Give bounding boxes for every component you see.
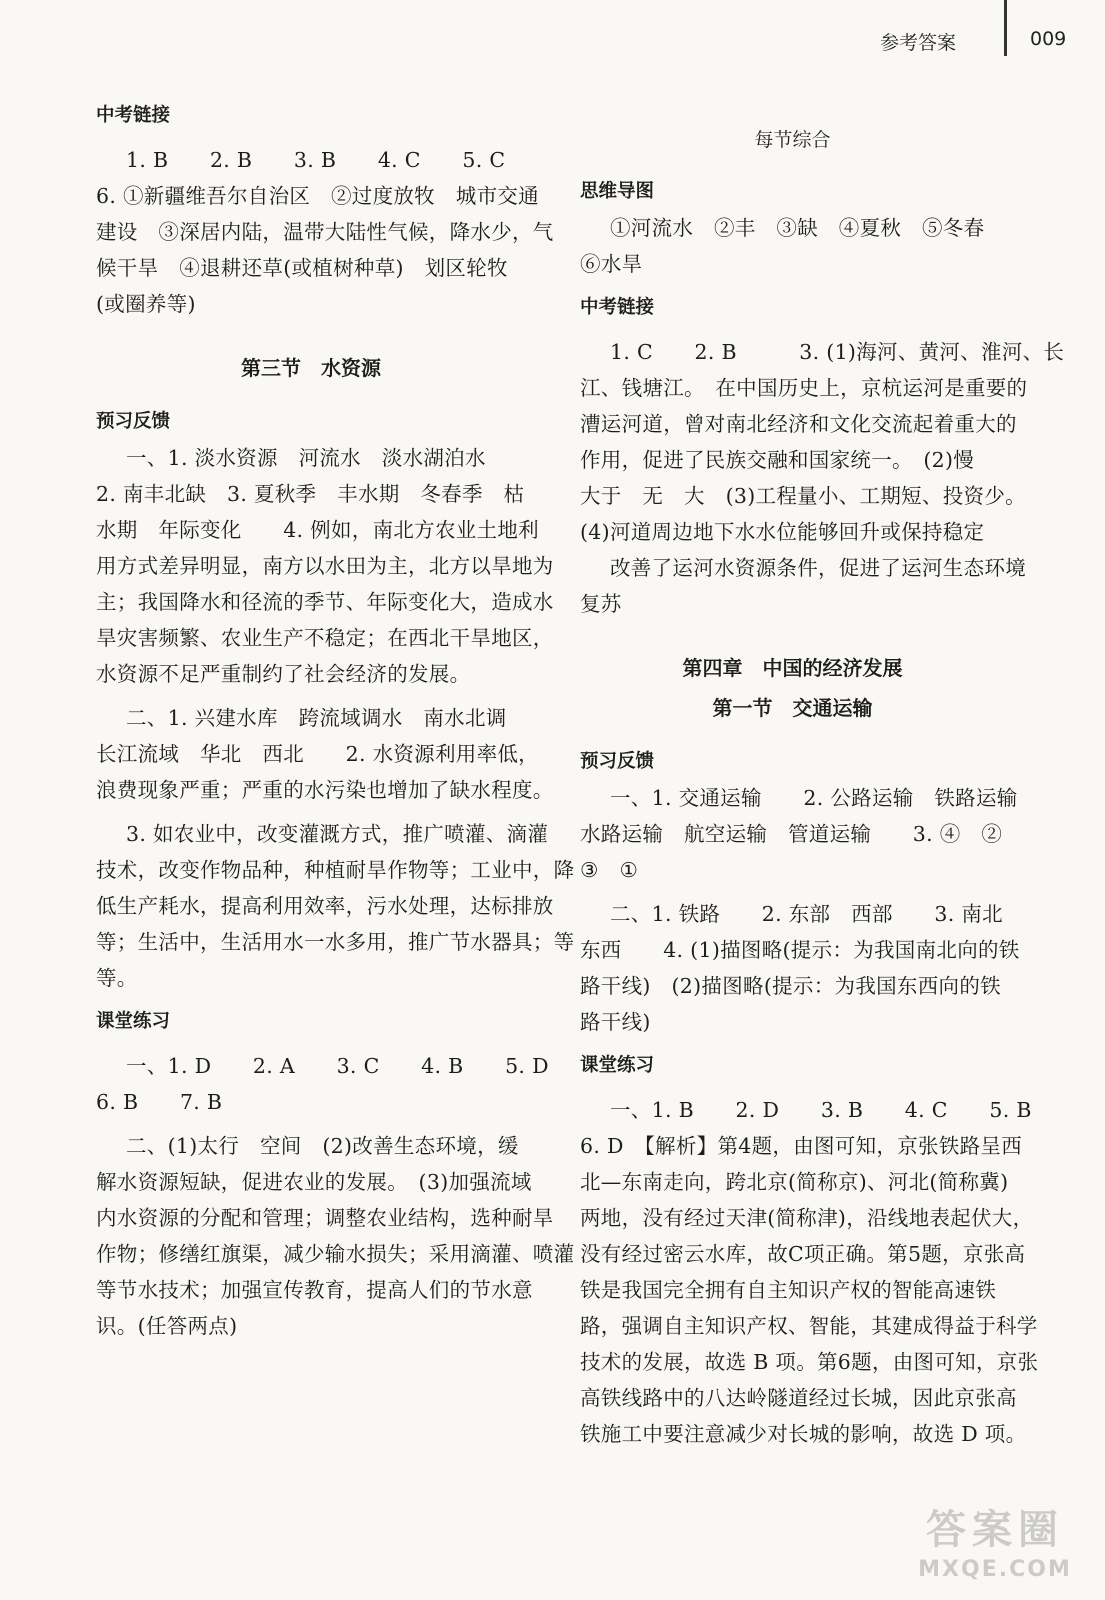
answer-line: 技术，改变作物品种，种植耐旱作物等；工业中，降 xyxy=(96,858,575,882)
answer-line: 6. ①新疆维吾尔自治区 ②过度放牧 城市交通 xyxy=(96,184,539,208)
header-divider xyxy=(1004,0,1007,56)
answer-line: 一、1. D 2. A 3. C 4. B 5. D xyxy=(126,1054,549,1078)
answer-line: 二、(1)太行 空间 (2)改善生态环境，缓 xyxy=(126,1134,519,1158)
answer-line: 候干旱 ④退耕还草(或植树种草) 划区轮牧 xyxy=(96,256,508,280)
answer-line: 技术的发展，故选 B 项。第6题，由图可知，京张 xyxy=(580,1350,1039,1374)
answer-line: (4)河道周边地下水水位能够回升或保持稳定 xyxy=(580,520,985,544)
answer-line: 长江流域 华北 西北 2. 水资源利用率低， xyxy=(96,742,539,766)
answer-line: 高铁线路中的八达岭隧道经过长城，因此京张高 xyxy=(580,1386,1017,1410)
answer-line: ③ ① xyxy=(580,858,639,882)
answer-line: 1. C 2. B 3. (1)海河、黄河、淮河、长 xyxy=(610,340,1065,364)
answer-line: 等；生活中，生活用水一水多用，推广节水器具；等 xyxy=(96,930,575,954)
zhongkao-label: 中考链接 xyxy=(96,105,171,126)
preview-label: 预习反馈 xyxy=(580,751,655,772)
answer-line: 识。(任答两点) xyxy=(96,1314,238,1338)
answer-line: 改善了运河水资源条件，促进了运河生态环境 xyxy=(610,556,1026,580)
answer-line: 2. 南丰北缺 3. 夏秋季 丰水期 冬春季 枯 xyxy=(96,482,525,506)
page-number: 009 xyxy=(1030,28,1067,50)
answer-line: 内水资源的分配和管理；调整农业结构，选种耐旱 xyxy=(96,1206,554,1230)
answer-line: 建设 ③深居内陆，温带大陆性气候，降水少，气 xyxy=(96,220,554,244)
answer-line: 没有经过密云水库，故C项正确。第5题，京张高 xyxy=(580,1242,1026,1266)
answer-line: 路，强调自主知识产权、智能，其建成得益于科学 xyxy=(580,1314,1038,1338)
answer-line: 水期 年际变化 4. 例如，南北方农业土地利 xyxy=(96,518,539,542)
answer-line: 一、1. 交通运输 2. 公路运输 铁路运输 xyxy=(610,786,1018,810)
answer-line: ⑥水旱 xyxy=(580,252,643,276)
answer-line: 1. B 2. B 3. B 4. C 5. C xyxy=(126,148,506,172)
answer-line: 东西 4. (1)描图略(提示：为我国南北向的铁 xyxy=(580,938,1020,962)
answer-line: 铁施工中要注意减少对长城的影响，故选 D 项。 xyxy=(580,1422,1027,1446)
answer-line: 旱灾害频繁、农业生产不稳定；在西北干旱地区， xyxy=(96,626,554,650)
answer-line: 3. 如农业中，改变灌溉方式，推广喷灌、滴灌 xyxy=(126,822,549,846)
summary-title: 每节综合 xyxy=(754,129,831,151)
answer-line: 一、1. B 2. D 3. B 4. C 5. B xyxy=(610,1098,1032,1122)
chapter-title: 第四章 中国的经济发展 xyxy=(682,656,903,680)
answer-line: 作物；修缮红旗渠，减少输水损失；采用滴灌、喷灌 xyxy=(96,1242,575,1266)
classwork-label: 课堂练习 xyxy=(580,1055,655,1076)
answer-line: 大于 无 大 (3)工程量小、工期短、投资少。 xyxy=(580,484,1026,508)
answer-line: 解水资源短缺，促进农业的发展。 (3)加强流域 xyxy=(96,1170,532,1194)
answer-line: 漕运河道，曾对南北经济和文化交流起着重大的 xyxy=(580,412,1017,436)
answer-line: 路干线) (2)描图略(提示：为我国东西向的铁 xyxy=(580,974,1001,998)
classwork-label: 课堂练习 xyxy=(96,1011,171,1032)
watermark-logo xyxy=(900,1505,1090,1595)
answer-line: 6. D 【解析】第4题，由图可知，京张铁路呈西 xyxy=(580,1134,1023,1158)
watermark-text: 答案圈 xyxy=(926,1507,1064,1553)
section-title: 第一节 交通运输 xyxy=(712,696,873,720)
answer-line: 两地，没有经过天津(简称津)，沿线地表起伏大， xyxy=(580,1206,1034,1230)
answer-line: 铁是我国完全拥有自主知识产权的智能高速铁 xyxy=(580,1278,996,1302)
watermark-url: MXQE.COM xyxy=(918,1557,1072,1582)
answer-line: 低生产耗水，提高利用效率，污水处理，达标排放 xyxy=(96,894,554,918)
answer-line: 等节水技术；加强宣传教育，提高人们的节水意 xyxy=(96,1278,533,1302)
answer-line: 一、1. 淡水资源 河流水 淡水湖泊水 xyxy=(126,446,486,470)
answer-line: 6. B 7. B xyxy=(96,1090,223,1114)
answer-line: 二、1. 兴建水库 跨流域调水 南水北调 xyxy=(126,706,507,730)
answer-line: 二、1. 铁路 2. 东部 西部 3. 南北 xyxy=(610,902,1003,926)
page-header xyxy=(0,0,1105,90)
answer-line: 北—东南走向，跨北京(简称京)、河北(简称冀) xyxy=(580,1170,1009,1194)
answer-line: 作用，促进了民族交融和国家统一。 (2)慢 xyxy=(580,448,975,472)
answer-line: 江、钱塘江。 在中国历史上，京杭运河是重要的 xyxy=(580,376,1028,400)
answer-line: 复苏 xyxy=(580,592,622,616)
right-column xyxy=(580,122,1065,1452)
mindmap-label: 思维导图 xyxy=(580,181,655,202)
zhongkao-label: 中考链接 xyxy=(580,297,655,318)
answer-line: 用方式差异明显，南方以水田为主，北方以旱地为 xyxy=(96,554,554,578)
answer-line: 浪费现象严重；严重的水污染也增加了缺水程度。 xyxy=(96,778,554,802)
header-title: 参考答案 xyxy=(880,32,957,54)
answer-line: 水路运输 航空运输 管道运输 3. ④ ② xyxy=(580,822,1003,846)
answer-line: 主；我国降水和径流的季节、年际变化大，造成水 xyxy=(96,590,554,614)
answer-line: (或圈养等) xyxy=(96,292,196,316)
left-column xyxy=(96,98,575,1344)
answer-line: 路干线) xyxy=(580,1010,651,1034)
answer-line: 等。 xyxy=(96,966,138,990)
answer-line: ①河流水 ②丰 ③缺 ④夏秋 ⑤冬春 xyxy=(610,216,985,240)
section-title: 第三节 水资源 xyxy=(241,356,381,380)
answer-line: 水资源不足严重制约了社会经济的发展。 xyxy=(96,662,471,686)
preview-label: 预习反馈 xyxy=(96,411,171,432)
